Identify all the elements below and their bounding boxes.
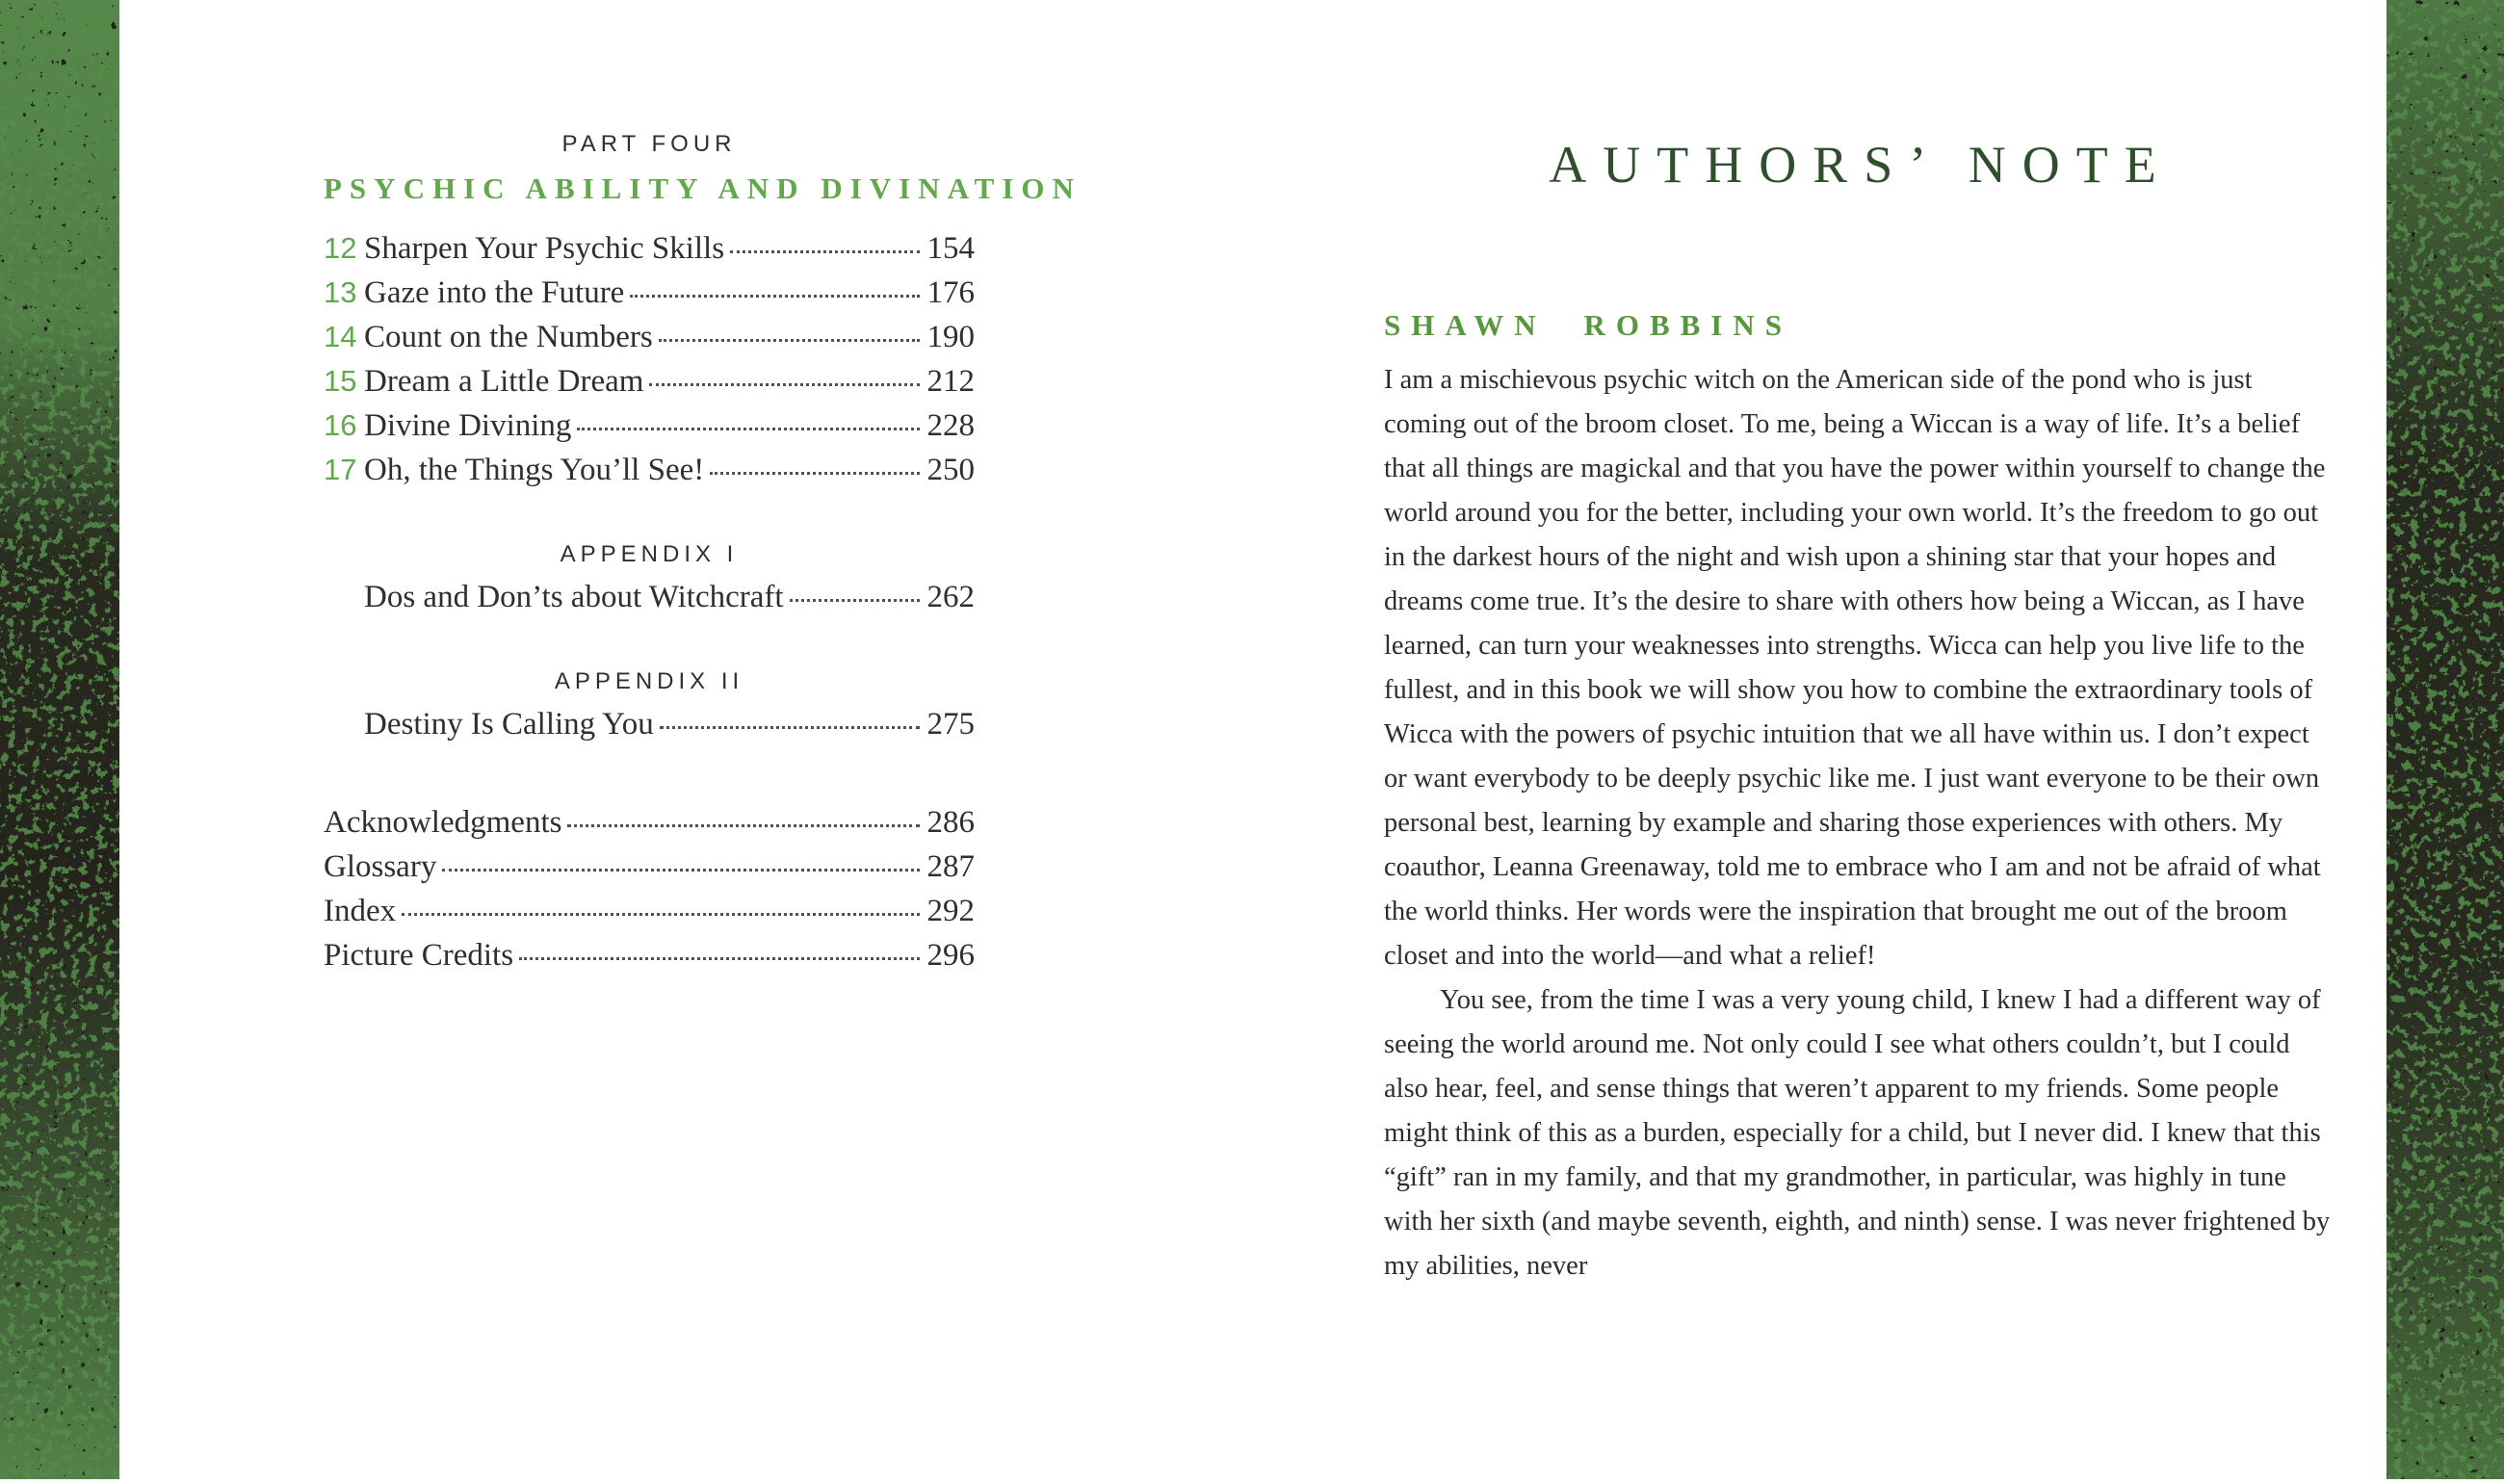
leader-dots xyxy=(567,824,919,827)
backmatter-page-number: 286 xyxy=(926,805,975,840)
appendix-title: Dos and Don’ts about Witchcraft xyxy=(364,580,784,614)
appendix-label: APPENDIX II xyxy=(554,668,744,694)
toc-chapter-row xyxy=(324,231,975,275)
chapter-page-number: 212 xyxy=(926,364,975,399)
toc-backmatter-row xyxy=(324,894,975,938)
toc-chapter-row xyxy=(324,275,975,320)
right-page-authors-note xyxy=(1384,135,2337,1289)
chapter-page-number: 154 xyxy=(926,231,975,266)
leader-dots xyxy=(577,428,919,430)
backmatter-title: Acknowledgments xyxy=(324,805,562,840)
backmatter-title: Glossary xyxy=(324,849,437,884)
toc-chapter-row xyxy=(324,364,975,408)
leader-dots xyxy=(659,339,920,342)
book-edge-texture-left xyxy=(0,0,119,1479)
author-heading: SHAWN ROBBINS xyxy=(1384,308,1792,342)
toc-backmatter-row xyxy=(324,805,975,849)
chapter-title: Gaze into the Future xyxy=(364,275,625,310)
part-label: PART FOUR xyxy=(561,131,737,157)
toc-chapter-row xyxy=(324,408,975,453)
chapter-title: Dream a Little Dream xyxy=(364,364,644,399)
leader-dots xyxy=(519,957,919,960)
chapter-page-number: 176 xyxy=(926,275,975,310)
paragraph: You see, from the time I was a very young child, I knew I had a different way of seeing the world around me. Not only could I see what others couldn’t, but I could also hear, feel, and sense things that weren’t apparent to my friends. Some people might think of this as a burden, especially for a child, but I never did. I knew that this “gift” ran in my family, and that my grandmother, in particular, was highly in tune with her sixth (and maybe seventh, eighth, and ninth) sense. I was never frightened by my abilities, never xyxy=(1384,985,2331,1281)
backmatter-page-number: 296 xyxy=(926,938,975,973)
leader-dots xyxy=(790,599,920,602)
toc-appendix-row xyxy=(324,580,975,624)
leader-dots xyxy=(630,295,919,298)
chapter-number: 12 xyxy=(324,231,357,265)
leader-dots xyxy=(710,472,919,475)
leader-dots xyxy=(649,383,919,386)
appendix-label: APPENDIX I xyxy=(560,541,739,567)
toc-backmatter-row xyxy=(324,938,975,982)
body-text xyxy=(1384,358,2337,1289)
backmatter-page-number: 292 xyxy=(926,894,975,928)
chapter-title: Oh, the Things You’ll See! xyxy=(364,453,705,487)
leader-dots xyxy=(402,913,919,916)
part-title: PSYCHIC ABILITY AND DIVINATION xyxy=(324,171,1082,205)
chapter-title: Divine Divining xyxy=(364,408,572,443)
book-edge-texture-right xyxy=(2387,0,2504,1479)
chapter-number: 16 xyxy=(324,408,357,442)
chapter-page-number: 250 xyxy=(926,453,975,487)
paragraph: I am a mischievous psychic witch on the American side of the pond who is just coming out of the broom closet. To me, being a Wiccan is a way of life. It’s a belief that all things are magickal and that you have the power within yourself to change the world around you for the better, including your own world. It’s the freedom to go out in the darkest hours of the night and wish upon a shining star that your hopes and dreams come true. It’s the desire to share with others how being a Wiccan, as I have learned, can turn your weaknesses into strengths. Wicca can help you live life to the fullest, and in this book we will show you how to combine the extraordinary tools of Wicca with the powers of psychic intuition that we all have within us. I don’t expect or want everybody to be deeply psychic like me. I just want everyone to be their own personal best, learning by example and sharing those experiences with others. My coauthor, Leanna Greenaway, told me to embrace who I am and not be afraid of what the world thinks. Her words were the inspiration that brought me out of the broom closet and into the world—and what a relief! xyxy=(1384,365,2326,971)
backmatter-page-number: 287 xyxy=(926,849,975,884)
toc-chapter-row xyxy=(324,453,975,497)
chapter-list xyxy=(324,231,975,497)
chapter-number: 14 xyxy=(324,320,357,353)
appendix-page-number: 262 xyxy=(926,580,975,614)
chapter-page-number: 228 xyxy=(926,408,975,443)
backmatter-list xyxy=(324,805,975,982)
appendix-page-number: 275 xyxy=(926,707,975,742)
toc-appendix-row xyxy=(324,707,975,751)
chapter-number: 15 xyxy=(324,364,357,398)
chapter-number: 13 xyxy=(324,275,357,309)
backmatter-title: Picture Credits xyxy=(324,938,514,973)
leader-dots xyxy=(442,869,919,872)
chapter-number: 17 xyxy=(324,453,357,486)
toc-backmatter-row xyxy=(324,849,975,894)
chapter-page-number: 190 xyxy=(926,320,975,354)
toc-chapter-row xyxy=(324,320,975,364)
leader-dots xyxy=(660,726,920,729)
backmatter-title: Index xyxy=(324,894,397,928)
leader-dots xyxy=(730,250,919,253)
left-page-toc xyxy=(324,131,1082,982)
appendix-title: Destiny Is Calling You xyxy=(364,707,654,742)
page-title: AUTHORS’ NOTE xyxy=(1549,136,2173,194)
chapter-title: Count on the Numbers xyxy=(364,320,653,354)
chapter-title: Sharpen Your Psychic Skills xyxy=(364,231,725,266)
